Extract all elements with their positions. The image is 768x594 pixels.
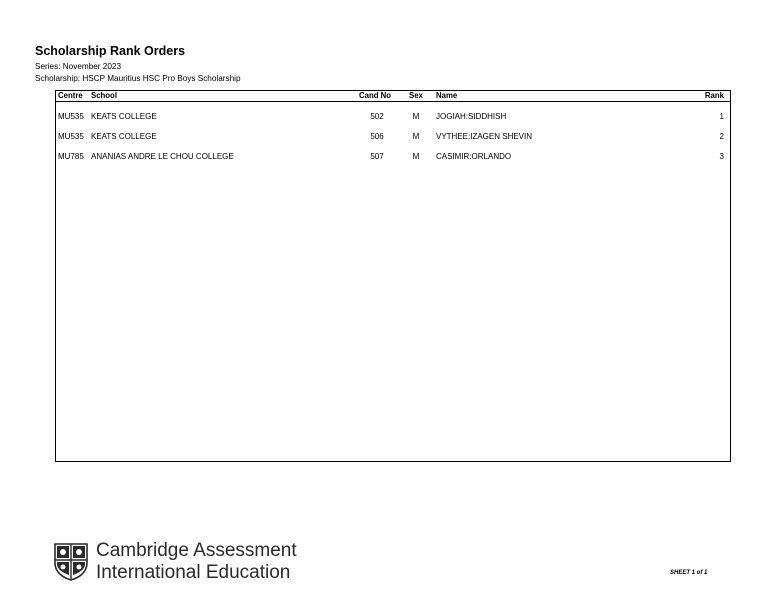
table-row — [56, 150, 730, 164]
header-cand-no: Cand No — [359, 91, 392, 100]
cell-rank: 3 — [719, 152, 724, 161]
cell-sex: M — [412, 152, 420, 161]
header-name: Name — [436, 91, 458, 100]
crest-icon — [54, 543, 88, 581]
header-school: School — [91, 91, 117, 100]
cell-sex: M — [412, 112, 420, 121]
cell-cand-no: 502 — [370, 112, 384, 121]
table-header — [56, 91, 730, 102]
table-row — [56, 130, 730, 144]
cell-name: VYTHEE:IZAGEN SHEVIN — [436, 132, 533, 141]
cell-centre: MU535 — [58, 112, 84, 121]
logo-line1: Cambridge Assessment — [96, 540, 297, 561]
cell-cand-no: 506 — [370, 132, 384, 141]
cambridge-logo — [54, 541, 297, 582]
cell-centre: MU785 — [58, 152, 84, 161]
cell-rank: 2 — [719, 132, 724, 141]
table-row — [56, 110, 730, 124]
rank-table — [55, 90, 731, 462]
cell-school: KEATS COLLEGE — [91, 112, 157, 121]
sheet-number: SHEET 1 of 1 — [670, 570, 708, 576]
cell-sex: M — [412, 132, 420, 141]
scholarship-label: Scholarship: HSCP Mauritius HSC Pro Boys Scholarship — [35, 74, 241, 83]
header-centre: Centre — [58, 91, 83, 100]
cell-centre: MU535 — [58, 132, 84, 141]
series-label: Series: November 2023 — [35, 62, 122, 71]
page-title: Scholarship Rank Orders — [35, 44, 186, 58]
cell-rank: 1 — [719, 112, 724, 121]
logo-line2: International Education — [96, 562, 291, 583]
header-rank: Rank — [704, 91, 724, 100]
header-sex: Sex — [409, 91, 423, 100]
cell-school: KEATS COLLEGE — [91, 132, 157, 141]
cell-school: ANANIAS ANDRE LE CHOU COLLEGE — [91, 152, 234, 161]
cell-name: CASIMIR:ORLANDO — [436, 152, 512, 161]
cell-cand-no: 507 — [370, 152, 384, 161]
cell-name: JOGIAH:SIDDHISH — [436, 112, 507, 121]
